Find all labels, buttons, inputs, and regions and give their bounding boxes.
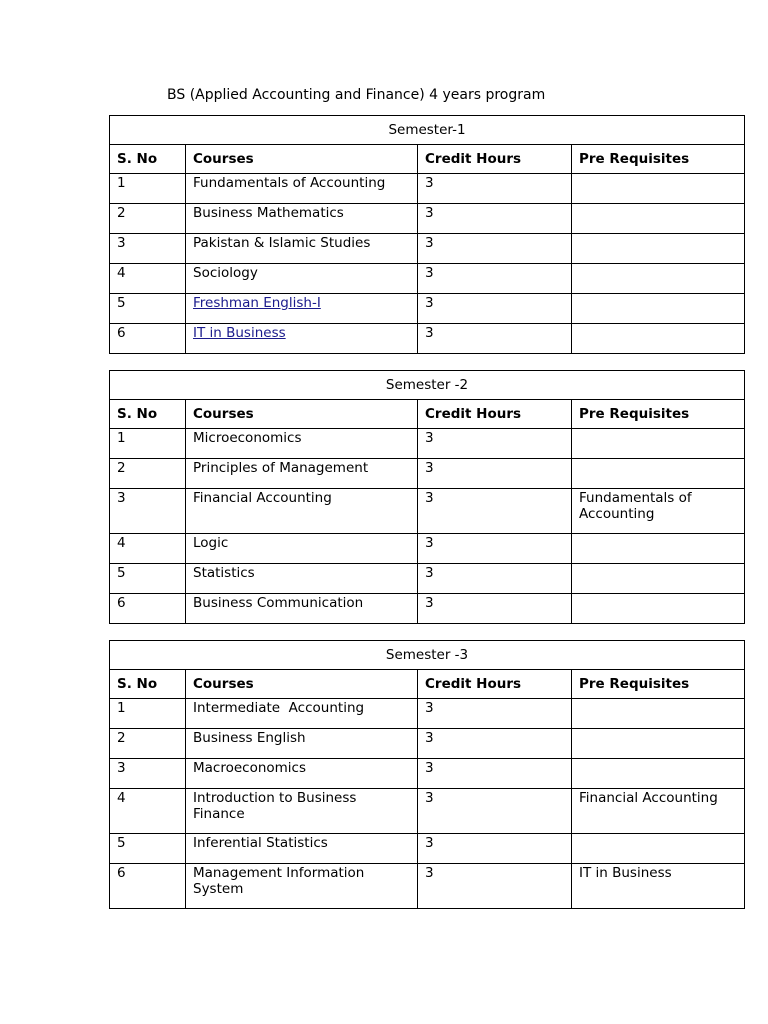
cell-credits: 3 xyxy=(418,864,572,909)
semester-title: Semester -3 xyxy=(110,641,745,670)
cell-prereq xyxy=(572,324,745,354)
cell-course: Inferential Statistics xyxy=(186,834,418,864)
cell-credits: 3 xyxy=(418,324,572,354)
header-courses: Courses xyxy=(186,670,418,699)
cell-prereq xyxy=(572,699,745,729)
header-credit-hours: Credit Hours xyxy=(418,400,572,429)
cell-course: Business Mathematics xyxy=(186,204,418,234)
cell-course: Business English xyxy=(186,729,418,759)
cell-course: Macroeconomics xyxy=(186,759,418,789)
table-header-row xyxy=(110,670,745,699)
cell-prereq xyxy=(572,174,745,204)
cell-sno: 5 xyxy=(110,564,186,594)
cell-credits: 3 xyxy=(418,204,572,234)
cell-sno: 3 xyxy=(110,759,186,789)
table-header-row xyxy=(110,400,745,429)
header-sno: S. No xyxy=(110,670,186,699)
cell-credits: 3 xyxy=(418,564,572,594)
cell-course: Principles of Management xyxy=(186,459,418,489)
cell-prereq xyxy=(572,564,745,594)
cell-sno: 2 xyxy=(110,204,186,234)
cell-credits: 3 xyxy=(418,729,572,759)
cell-course: Business Communication xyxy=(186,594,418,624)
cell-prereq: IT in Business xyxy=(572,864,745,909)
cell-prereq xyxy=(572,534,745,564)
table-row xyxy=(110,174,745,204)
cell-prereq xyxy=(572,264,745,294)
table-row xyxy=(110,294,745,324)
cell-credits: 3 xyxy=(418,174,572,204)
header-courses: Courses xyxy=(186,145,418,174)
cell-prereq xyxy=(572,204,745,234)
cell-prereq xyxy=(572,234,745,264)
table-row xyxy=(110,234,745,264)
cell-prereq: Financial Accounting xyxy=(572,789,745,834)
semester-title: Semester -2 xyxy=(110,371,745,400)
cell-course: Management Information System xyxy=(186,864,418,909)
cell-course: Sociology xyxy=(186,264,418,294)
cell-credits: 3 xyxy=(418,594,572,624)
course-link-it-in-business[interactable]: IT in Business xyxy=(193,325,286,341)
cell-sno: 6 xyxy=(110,324,186,354)
semester-3-table xyxy=(109,640,745,909)
cell-sno: 2 xyxy=(110,459,186,489)
table-row xyxy=(110,729,745,759)
cell-course xyxy=(186,294,418,324)
header-prereq: Pre Requisites xyxy=(572,145,745,174)
cell-credits: 3 xyxy=(418,429,572,459)
cell-credits: 3 xyxy=(418,834,572,864)
table-row xyxy=(110,594,745,624)
cell-sno: 4 xyxy=(110,789,186,834)
header-prereq: Pre Requisites xyxy=(572,670,745,699)
cell-sno: 4 xyxy=(110,534,186,564)
cell-sno: 6 xyxy=(110,864,186,909)
table-row xyxy=(110,564,745,594)
cell-credits: 3 xyxy=(418,789,572,834)
cell-prereq: Fundamentals of Accounting xyxy=(572,489,745,534)
cell-course: Pakistan & Islamic Studies xyxy=(186,234,418,264)
table-row xyxy=(110,534,745,564)
cell-credits: 3 xyxy=(418,459,572,489)
table-row xyxy=(110,459,745,489)
cell-sno: 6 xyxy=(110,594,186,624)
cell-sno: 1 xyxy=(110,429,186,459)
cell-course: Microeconomics xyxy=(186,429,418,459)
cell-course: Financial Accounting xyxy=(186,489,418,534)
cell-prereq xyxy=(572,429,745,459)
table-header-row xyxy=(110,145,745,174)
cell-sno: 3 xyxy=(110,234,186,264)
cell-sno: 2 xyxy=(110,729,186,759)
course-link-freshman-english[interactable]: Freshman English-I xyxy=(193,295,321,311)
cell-sno: 1 xyxy=(110,174,186,204)
cell-credits: 3 xyxy=(418,534,572,564)
cell-sno: 5 xyxy=(110,834,186,864)
cell-prereq xyxy=(572,759,745,789)
cell-course: Logic xyxy=(186,534,418,564)
cell-prereq xyxy=(572,834,745,864)
cell-course: Introduction to Business Finance xyxy=(186,789,418,834)
header-credit-hours: Credit Hours xyxy=(418,670,572,699)
cell-prereq xyxy=(572,594,745,624)
table-row xyxy=(110,489,745,534)
table-row xyxy=(110,834,745,864)
cell-sno: 4 xyxy=(110,264,186,294)
table-row xyxy=(110,324,745,354)
table-row xyxy=(110,264,745,294)
document-title: BS (Applied Accounting and Finance) 4 years program xyxy=(167,87,546,103)
table-row xyxy=(110,429,745,459)
table-row xyxy=(110,699,745,729)
table-row xyxy=(110,204,745,234)
cell-course: Statistics xyxy=(186,564,418,594)
table-row xyxy=(110,789,745,834)
cell-course xyxy=(186,324,418,354)
cell-credits: 3 xyxy=(418,234,572,264)
cell-prereq xyxy=(572,294,745,324)
table-row xyxy=(110,759,745,789)
semester-title: Semester-1 xyxy=(110,116,745,145)
cell-course: Fundamentals of Accounting xyxy=(186,174,418,204)
cell-credits: 3 xyxy=(418,264,572,294)
header-credit-hours: Credit Hours xyxy=(418,145,572,174)
header-courses: Courses xyxy=(186,400,418,429)
cell-credits: 3 xyxy=(418,294,572,324)
cell-prereq xyxy=(572,459,745,489)
header-sno: S. No xyxy=(110,400,186,429)
cell-sno: 1 xyxy=(110,699,186,729)
table-row xyxy=(110,864,745,909)
header-prereq: Pre Requisites xyxy=(572,400,745,429)
semester-2-table xyxy=(109,370,745,624)
cell-prereq xyxy=(572,729,745,759)
cell-credits: 3 xyxy=(418,489,572,534)
cell-credits: 3 xyxy=(418,759,572,789)
header-sno: S. No xyxy=(110,145,186,174)
cell-sno: 5 xyxy=(110,294,186,324)
semester-1-table xyxy=(109,115,745,354)
cell-course: Intermediate Accounting xyxy=(186,699,418,729)
cell-sno: 3 xyxy=(110,489,186,534)
cell-credits: 3 xyxy=(418,699,572,729)
